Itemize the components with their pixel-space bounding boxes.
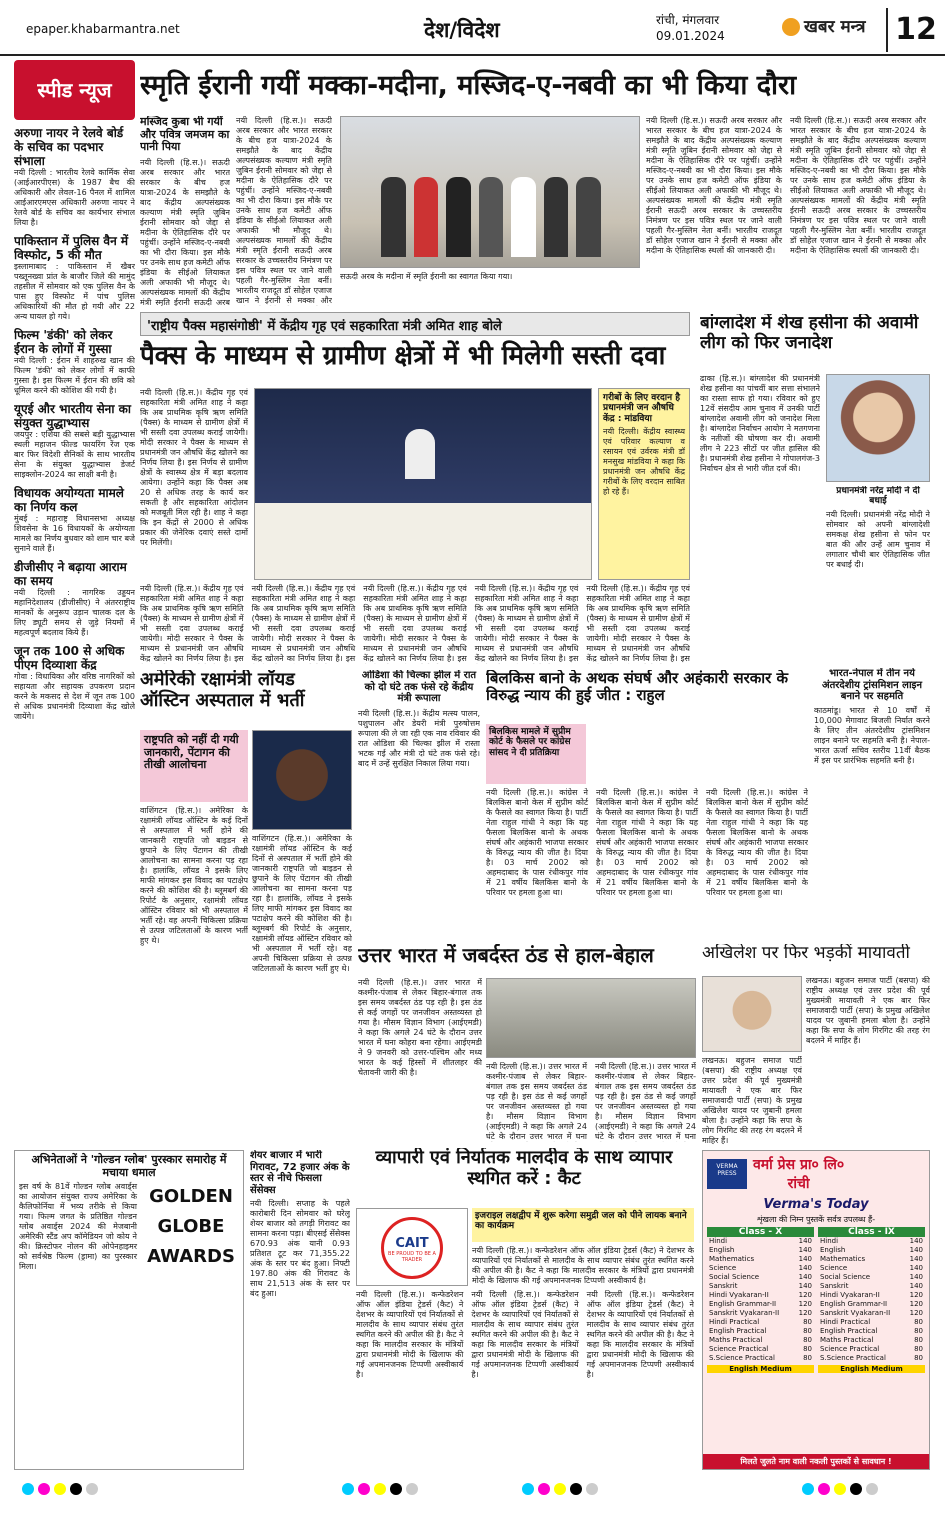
ad-title: वर्मा प्रेस प्रा० लि० [753,1157,845,1173]
logo-word: GOLDEN [149,1186,233,1208]
article-body: नयी दिल्ली (हि.स.)। सऊदी अरब सरकार और भारत सरकार के बीच हज यात्रा-2024 के समझौते के बाद केंद्रीय अल्पसंख्यक कल्याण मंत्री स्मृति जुबिन ईरानी सोमवार को जेद्दा से मदीना के ऐतिहासिक दौरे पर पहुंचीं। उन्होंने मस्जिद-ए-नबवी का भी दौरा किया। इस मौके पर उनके साथ हज कमेटी ऑफ इंडिया के सीईओ लियाकत अली अफाकी भी मौजूद थे। अल्पसंख्यक मामलों की केंद्रीय मंत्री स्मृति ईरानी सऊदी अरब सरकार के उच्चस्तरीय निमंत्रण पर इस पवित्र स्थल पर जाने वाली पहली गैर-मुस्लिम नेता बनीं। भारतीय राजदूत डॉ सोहेल एजाज खान ने ईरानी से मक्का और मदीना के ऐतिहासिक स्थलों की जानकारी दी। [790,116,926,255]
book-price: 140 [798,1273,812,1281]
article-body: नयी दिल्ली (हि.स.)। केंद्रीय गृह एवं सहकारिता मंत्री अमित शाह ने कहा कि अब प्राथमिक कृषि ऋण समिति (पैक्स) के माध्यम से ग्रामीण क्षेत्रों में भी सस्ती दवा उपलब्ध कराई जायेगी। मोदी सरकार ने पैक्स के माध्यम से प्रधानमंत्री जन औषधि केंद्र खोलने का निर्णय लिया है। इस [251,584,356,663]
article-body: लखनऊ। बहुजन समाज पार्टी (बसपा) की राष्ट्रीय अध्यक्ष एवं उत्तर प्रदेश की पूर्व मुख्यमंत्री मायावती ने एक बार फिर समाजवादी पार्टी (सपा) के प्रमुख अखिलेश यादव पर जुबानी हमला बोला है। उन्होंने कहा कि सपा के लोग गिरगिट की तरह रंग बदलने में माहिर हैं। [702,1056,802,1145]
book-title: Hindi [709,1237,728,1245]
book-price: 80 [914,1336,923,1344]
box-body: नयी दिल्ली। प्रधानमंत्री नरेंद्र मोदी ने सोमवार को अपनी बांग्लादेशी समकक्ष शेख हसीना से फोन पर बात की और उन्हें आम चुनाव में लगातार चौथी बार ऐतिहासिक जीत पर बधाई दी। [826,509,930,569]
subhead: मस्जिद कुबा भी गयीं और पवित्र जमजम का पानी पिया [140,116,230,154]
headline[interactable]: स्मृति ईरानी गयीं मक्का-मदीना, मस्जिद-ए-नबवी का भी किया दौरा [140,70,797,101]
story-cait-body [356,1290,694,1470]
article-body: नयी दिल्ली (हि.स.)। उत्तर भारत में कश्मीर-पंजाब से लेकर बिहार-बंगाल तक इस समय जबर्दस्त ठंड पड़ रही है। इस ठंड से कई जगहों पर जनजीवन अस्तव्यस्त हो गया है। मौसम विज्ञान विभाग (आईएमडी) ने कहा कि अगले 24 घंटे के दौरान उत्तर भारत में घना [595,1062,696,1141]
book-price: 80 [914,1318,923,1326]
book-row [818,1291,925,1300]
book-row [818,1255,925,1264]
page-number: 12 [886,8,944,52]
story-cait-headline-box [354,1148,694,1204]
article-body: नयी दिल्ली (हि.स.)। कांग्रेस ने बिलकिस बानो केस में सुप्रीम कोर्ट के फैसले का स्वागत किया है। पार्टी नेता राहुल गांधी ने कहा कि यह फैसला बिलकिस बानो के अथक संघर्ष और अहंकारी भाजपा सरकार के विरुद्ध न्याय की जीत है। दिया है। 03 मार्च 2002 को अहमदाबाद के पास रंधीकपुर गांव में 21 वर्षीय बिलकिस बानो के परिवार पर हमला हुआ था। [596,788,698,897]
headline[interactable]: अखिलेश पर फिर भड़कीं मायावती [702,944,910,963]
item-body: इस्लामाबाद : पाकिस्तान में खैबर पख्तूनख्वा प्रांत के बाजौर जिले की मामुंद तहसील में सोमवार को एक पुलिस वैन के पास हुए विस्फोट में पांच पुलिस अधिकारियों की मौत हो गयी और 22 अन्य घायल हो गये। [14,262,135,321]
book-price: 120 [798,1291,812,1299]
book-price: 140 [909,1255,923,1263]
article-body: नयी दिल्ली (हि.स.)। उत्तर भारत में कश्मीर-पंजाब से लेकर बिहार-बंगाल तक इस समय जबर्दस्त ठंड पड़ रही है। इस ठंड से कई जगहों पर जनजीवन अस्तव्यस्त हो गया है। मौसम विज्ञान विभाग (आईएमडी) ने कहा कि अगले 24 घंटे के दौरान उत्तर भारत में घना [486,1062,587,1141]
story-israel-body [472,1246,694,1288]
registration-dots [20,1480,140,1494]
speed-news-item[interactable] [14,486,135,554]
story-rupala [358,670,480,990]
ad-col1-title: Class - X [707,1227,814,1237]
article-body: नयी दिल्ली (हि.स.)। कन्फेडरेशन ऑफ ऑल इंडिया ट्रेडर्स (कैट) ने देशभर के व्यापारियों एवं निर्यातकों से मालदीव के साथ व्यापार संबंध तुरंत स्थगित करने की अपील की है। कैट ने कहा कि मालदीव सरकार के मंत्रियों द्वारा प्रधानमंत्री मोदी के खिलाफ की गई अपमानजनक टिप्पणी अस्वीकार्य है। [356,1290,464,1379]
ad-col2-table [818,1237,925,1363]
ad-logo: VERMA PRESS [707,1159,747,1189]
book-row [707,1354,814,1363]
book-price: 140 [909,1273,923,1281]
speed-news-title: स्पीड न्यूज [14,60,135,120]
article-body: नयी दिल्ली (हि.स.)। कन्फेडरेशन ऑफ ऑल इंडिया ट्रेडर्स (कैट) ने देशभर के व्यापारियों एवं निर्यातकों से मालदीव के साथ व्यापार संबंध तुरंत स्थगित करने की अपील की है। कैट ने कहा कि मालदीव सरकार के मंत्रियों द्वारा प्रधानमंत्री मोदी के खिलाफ की गई अपमानजनक टिप्पणी अस्वीकार्य है। [471,1290,579,1379]
box-body: नयी दिल्ली। केंद्रीय स्वास्थ्य एवं परिवार कल्याण व रसायन एवं उर्वरक मंत्री डॉ मनसुख मांडविया ने कहा कि प्रधानमंत्री जन औषधि केंद्र गरीबों के लिए वरदान साबित हो रहे हैं। [603,427,685,497]
book-price: 140 [798,1237,812,1245]
book-row [707,1327,814,1336]
book-title: Science [820,1264,848,1272]
article-body: नयी दिल्ली (हि.स.)। कांग्रेस ने बिलकिस बानो केस में सुप्रीम कोर्ट के फैसले का स्वागत किया है। पार्टी नेता राहुल गांधी ने कहा कि यह फैसला बिलकिस बानो के अथक संघर्ष और अहंकारी भाजपा सरकार के विरुद्ध न्याय की जीत है। दिया है। 03 मार्च 2002 को अहमदाबाद के पास रंधीकपुर गांव में 21 वर्षीय बिलकिस बानो के परिवार पर हमला हुआ था। [486,788,588,897]
book-price: 80 [803,1345,812,1353]
kicker: 'राष्ट्रीय पैक्स महासंगोष्ठी' में केंद्रीय गृह एवं सहकारिता मंत्री अमित शाह बोले [147,319,502,334]
article-body: लखनऊ। बहुजन समाज पार्टी (बसपा) की राष्ट्रीय अध्यक्ष एवं उत्तर प्रदेश की पूर्व मुख्यमंत्री मायावती ने एक बार फिर समाजवादी पार्टी (सपा) के प्रमुख अखिलेश यादव पर जुबानी हमला बोला है। उन्होंने कहा कि सपा के लोग गिरगिट की तरह रंग बदलने में माहिर हैं। [806,976,930,1045]
item-body: जयपुर : एशिया की सबसे बड़ी युद्धाभ्यास स्थली महाजन फील्ड फायरिंग रेंज एक बार फिर विदेशी सैनिकों के साथ भारतीय सेना के संयुक्त युद्धाभ्यास डेजर्ट साइक्लोन-2024 का साक्षी बनी है। [14,430,135,479]
book-price: 140 [798,1246,812,1254]
article-body: नयी दिल्ली। सप्ताह के पहले कारोबारी दिन सोमवार को घरेलू शेयर बाजार को तगड़ी गिरावट का सामना करना पड़ा। बीएसई सेंसेक्स 670.93 अंक यानी 0.93 प्रतिशत टूट कर 71,355.22 अंक के स्तर पर बंद हुआ। निफ्टी 197.80 अंक की गिरावट के साथ 21,513 अंक के स्तर पर बंद हुआ। [250,1199,350,1298]
photo-speaker [405,429,435,479]
story-hasina-body [700,374,820,664]
story-smriti-headline-box [140,64,930,110]
photo-smriti-irani [340,116,640,268]
book-price: 140 [909,1264,923,1272]
box-title: गरीबों के लिए वरदान है प्रधानमंत्री जन औषधि केंद्र : मांडविया [603,393,680,424]
story-hasina-headline-box [700,314,930,370]
item-body: नयी दिल्ली : ईरान में शाहरुख खान की फिल्म 'डंकी' को लेकर लोगों में काफी गुस्सा है। इस फिल्म में ईरान की छवि को धूमिल करने की कोशिश की गयी है। [14,356,135,395]
book-title: Sanskrit Vyakaran-II [820,1309,891,1317]
story-pacs-box [598,388,690,580]
headline[interactable]: व्यापारी एवं निर्यातक मालदीव के साथ व्यापार स्थगित करें : कैट [375,1148,673,1189]
book-price: 80 [803,1354,812,1362]
book-price: 140 [798,1282,812,1290]
story-austin-headline-box [140,670,350,726]
story-israel-box [472,1208,694,1242]
book-title: English Grammar-II [709,1300,777,1308]
article-body: नयी दिल्ली (हि.स.)। सऊदी अरब सरकार और भारत सरकार के बीच हज यात्रा-2024 के समझौते के बाद केंद्रीय अल्पसंख्यक कल्याण मंत्री स्मृति जुबिन ईरानी सोमवार को जेद्दा से मदीना के ऐतिहासिक दौरे पर पहुंचीं। उन्होंने मस्जिद-ए-नबवी का भी दौरा किया। इस मौके पर उनके साथ हज कमेटी ऑफ इंडिया के सीईओ लियाकत अली अफाकी भी मौजूद थे। अल्पसंख्यक मामलों की केंद्रीय मंत्री स्मृति ईरानी सऊदी अरब [140,157,230,306]
book-title: English Practical [820,1327,878,1335]
ad-col2-title: Class - IX [818,1227,925,1237]
book-title: Hindi Vyakaran-II [820,1291,880,1299]
book-row [818,1345,925,1354]
book-row [707,1300,814,1309]
photo-caption: सऊदी अरब के मदीना में स्मृति ईरानी का स्वागत किया गया। [340,272,513,281]
speed-news-item[interactable] [14,560,135,638]
story-bilkis-body [486,788,808,938]
registration-dots [340,1480,460,1494]
book-row [818,1273,925,1282]
item-head: विधायक अयोग्यता मामले का निर्णय कल [14,486,124,514]
headline[interactable]: अमेरिकी रक्षामंत्री लॉयड ऑस्टिन अस्पताल में भर्ती [140,670,305,711]
book-row [818,1300,925,1309]
book-row [707,1318,814,1327]
story-cold-headline-box [358,944,698,974]
book-price: 80 [803,1318,812,1326]
box-title: बिलकिस मामले में सुप्रीम कोर्ट के फैसले पर कांग्रेस सांसद ने दी प्रतिक्रिया [489,727,571,758]
subhead: राष्ट्रपति को नहीं दी गयी जानकारी, पेंटागन की तीखी आलोचना [144,733,239,772]
book-title: Science Practical [820,1345,880,1353]
article-body: ढाका (हि.स.)। बांग्लादेश की प्रधानमंत्री शेख हसीना का पांचवीं बार सत्ता संभालने का रास्ता साफ हो गया। रविवार को हुए 12वें संसदीय आम चुनाव में उनकी पार्टी बांग्लादेश अवामी लीग को जनादेश मिला है। बांग्लादेश निर्वाचन आयोग ने मतगणना के नतीजों की घोषणा कर दी। अवामी लीग ने 223 सीटों पर जीत हासिल की है। प्रधानमंत्री शेख हसीना ने गोपालगंज-3 निर्वाचन क्षेत्र से भारी जीत दर्ज की। [700,374,820,473]
headline[interactable]: उत्तर भारत में जबर्दस्त ठंड से हाल-बेहाल [358,944,654,967]
story-austin-col1 [140,806,248,1036]
story-pacs-kicker [140,312,690,336]
book-row [707,1264,814,1273]
item-body: नयी दिल्ली : भारतीय रेलवे कार्मिक सेवा (आईआरपीएस) के 1987 बैच की अधिकारी और लेवल-16 पैनल में शामिल आईआरएमएस अधिकारी अरुणा नायर ने रेलवे बोर्ड के सचिव का कार्यभार संभाल लिया है। [14,168,135,227]
story-pacs-headline-box [140,338,690,382]
book-price: 120 [909,1309,923,1317]
item-body: मुंबई : महाराष्ट्र विधानसभा अध्यक्ष शिवसेना के 16 विधायकों के अयोग्यता मामले का निर्णय बुधवार को शाम चार बजे सुनाने वाले हैं। [14,514,135,553]
speed-news-item[interactable] [14,234,135,322]
epaper-url[interactable]: epaper.khabarmantra.net [26,22,180,36]
book-row [818,1309,925,1318]
story-golden-globe [14,1150,244,1470]
ad-city: रांची [787,1176,810,1192]
page-header [0,0,945,56]
book-price: 140 [909,1237,923,1245]
story-cold-col1 [358,978,482,1138]
book-row [707,1336,814,1345]
photo-amit-shah [254,388,592,580]
book-price: 80 [914,1327,923,1335]
story-pacs-cont [140,584,690,664]
book-row [707,1282,814,1291]
book-title: Mathematics [820,1255,866,1263]
book-price: 140 [909,1246,923,1254]
book-title: Science [709,1264,737,1272]
headline[interactable]: पैक्स के माध्यम से ग्रामीण क्षेत्रों में भी मिलेगी सस्ती दवा [140,341,666,371]
photo-mayawati [702,976,802,1052]
headline[interactable]: शेयर बाजार में भारी गिरावट, 72 हजार अंक के स्तर से नीचे फिसला सेंसेक्स [250,1150,350,1196]
cait-text: CAIT [395,1236,429,1251]
article-body: नयी दिल्ली (हि.स.)। कांग्रेस ने बिलकिस बानो केस में सुप्रीम कोर्ट के फैसले का स्वागत किया है। पार्टी नेता राहुल गांधी ने कहा कि यह फैसला बिलकिस बानो के अथक संघर्ष और अहंकारी भाजपा सरकार के विरुद्ध न्याय की जीत है। दिया है। 03 मार्च 2002 को अहमदाबाद के पास रंधीकपुर गांव में 21 वर्षीय बिलकिस बानो के परिवार पर हमला हुआ था। [706,788,808,897]
ad-tagline: शृंखला की निम्न पुस्तकें सर्वत्र उपलब्ध हैं- [756,1215,876,1224]
speed-news-list [14,126,135,722]
story-smriti-left [140,116,230,306]
article-body: वाशिंगटन (हि.स.)। अमेरिका के रक्षामंत्री लॉयड ऑस्टिन के कई दिनों से अस्पताल में भर्ती होने की जानकारी राष्ट्रपति जो बाइडन से छुपाने के लिए पेंटागन की तीखी आलोचना का सामना करना पड़ रहा है। हालांकि, लॉयड ने इसके लिए माफी मांगकर इस विवाद का पटाक्षेप करने की कोशिश की है। ब्लूमबर्ग की रिपोर्ट के अनुसार, रक्षामंत्री लॉयड ऑस्टिन रविवार को भी अस्पताल में भर्ती रहे। वह अपनी चिकित्सा प्रक्रिया से उत्पन्न जटिलताओं के कारण भर्ती हुए थे। [140,806,248,945]
article-body: इस वर्ष के 81वें गोल्डन ग्लोब अवार्ड्स का आयोजन संयुक्त राज्य अमेरिका के कैलिफोर्निया में भव्य तरीके से किया गया। फिल्म जगत के प्रतिष्ठित गोल्डन ग्लोब अवार्ड्स 2024 की मेजबानी अमेरिकी स्टैंड अप कॉमेडियन जो कोय ने की। क्रिस्टोफर नोलन की ओपेनहाइमर को सर्वश्रेष्ठ फिल्म (ड्रामा) का पुरस्कार मिला। [19,1182,137,1272]
photo-cold-wave [486,978,696,1058]
article-body: नयी दिल्ली (हि.स.)। केंद्रीय गृह एवं सहकारिता मंत्री अमित शाह ने कहा कि अब प्राथमिक कृषि ऋण समिति (पैक्स) के माध्यम से ग्रामीण क्षेत्रों में भी सस्ती दवा उपलब्ध कराई जायेगी। मोदी सरकार ने पैक्स के माध्यम से प्रधानमंत्री जन औषधि केंद्र खोलने का निर्णय लिया है। इस [474,584,579,663]
ad-medium-label: English Medium [707,1365,814,1373]
registration-dots [800,1480,920,1494]
book-price: 80 [914,1345,923,1353]
headline[interactable]: भारत-नेपाल में तीन नये अंतरदेशीय ट्रांसमिशन लाइन बनाने पर सहमति [821,668,923,702]
article-body: नयी दिल्ली (हि.स.)। उत्तर भारत में कश्मीर-पंजाब से लेकर बिहार-बंगाल तक इस समय जबर्दस्त ठंड पड़ रही है। इस ठंड से कई जगहों पर जनजीवन अस्तव्यस्त हो गया है। मौसम विज्ञान विभाग (आईएमडी) ने कहा कि अगले 24 घंटे के दौरान उत्तर भारत में घना कोहरा बना रहेगा। आईएमडी ने 9 जनवरी को उत्तर-पश्चिम और मध्य भारत के कई हिस्सों में शीतलहर की चेतावनी जारी की है। [358,978,482,1077]
book-row [818,1237,925,1246]
story-smriti-col2 [236,116,332,306]
book-title: Hindi Vyakaran-II [709,1291,769,1299]
book-row [818,1354,925,1363]
box-title: प्रधानमंत्री नरेंद्र मोदी ने दी बधाई [836,486,920,507]
article-body: नयी दिल्ली (हि.स.)। केंद्रीय गृह एवं सहकारिता मंत्री अमित शाह ने कहा कि अब प्राथमिक कृषि ऋण समिति (पैक्स) के माध्यम से ग्रामीण क्षेत्रों में भी सस्ती दवा उपलब्ध कराई जायेगी। मोदी सरकार ने पैक्स के माध्यम से प्रधानमंत्री जन औषधि केंद्र खोलने का निर्णय लिया है। इस [363,584,467,663]
item-head: डीजीसीए ने बढ़ाया आराम का समय [14,560,127,588]
ad-footer: मिलते जुलते नाम वाली नकली पुस्तकों से सावधान ! [703,1454,929,1469]
book-title: Social Science [709,1273,760,1281]
book-row [707,1246,814,1255]
photo-people [381,177,601,257]
article-body: नयी दिल्ली (हि.स.)। सऊदी अरब सरकार और भारत सरकार के बीच हज यात्रा-2024 के समझौते के बाद केंद्रीय अल्पसंख्यक कल्याण मंत्री स्मृति जुबिन ईरानी सोमवार को जेद्दा से मदीना के ऐतिहासिक दौरे पर पहुंचीं। उन्होंने मस्जिद-ए-नबवी का भी दौरा किया। इस मौके पर उनके साथ हज कमेटी ऑफ इंडिया के सीईओ लियाकत अली अफाकी भी मौजूद थे। अल्पसंख्यक मामलों की केंद्रीय मंत्री स्मृति ईरानी सऊदी अरब सरकार के उच्चस्तरीय निमंत्रण पर इस पवित्र स्थल पर जाने वाली पहली गैर-मुस्लिम नेता बनीं। भारतीय राजदूत डॉ सोहेल एजाज खान ने ईरानी से मक्का और [236,116,332,305]
article-body: नयी दिल्ली (हि.स.)। केंद्रीय गृह एवं सहकारिता मंत्री अमित शाह ने कहा कि अब प्राथमिक कृषि ऋण समिति (पैक्स) के माध्यम से ग्रामीण क्षेत्रों में भी सस्ती दवा उपलब्ध कराई जायेगी। मोदी सरकार ने पैक्स के माध्यम से प्रधानमंत्री जन औषधि केंद्र खोलने का निर्णय लिया है। इस [586,584,690,663]
book-row [707,1237,814,1246]
book-row [818,1336,925,1345]
book-title: Maths Practical [709,1336,763,1344]
ad-verma-press[interactable] [702,1150,930,1470]
book-title: English [820,1246,846,1254]
book-title: Hindi [820,1237,839,1245]
book-title: Hindi Practical [820,1318,871,1326]
book-title: English [709,1246,735,1254]
book-row [707,1309,814,1318]
story-sensex [250,1150,350,1470]
book-price: 80 [914,1354,923,1362]
book-row [707,1255,814,1264]
box-title: इजराइल लक्षद्वीप में शुरू करेगा समुद्री जल को पीने लायक बनाने का कार्यक्रम [475,1211,687,1232]
book-row [707,1273,814,1282]
golden-globe-logo [143,1182,239,1292]
book-title: Hindi Practical [709,1318,760,1326]
item-body: नयी दिल्ली : नागरिक उड्डयन महानिदेशालय (डीजीसीए) ने अंतरराष्ट्रीय मानकों के अनुरूप उड़ान चालक दल के लिए ड्यूटी समय से जुड़े नियमों में महत्वपूर्ण बदलाव किये हैं। [14,588,135,637]
logo-word: GLOBE [157,1216,225,1238]
book-price: 80 [803,1336,812,1344]
item-head: अरुणा नायर ने रेलवे बोर्ड के सचिव का पदभार संभाला [14,126,124,168]
story-bilkis-headline-box [486,670,808,720]
book-row [818,1282,925,1291]
headline[interactable]: बांग्लादेश में शेख हसीना की अवामी लीग को फिर जनादेश [700,314,919,353]
modi-congrats-box [826,486,930,666]
book-price: 140 [798,1255,812,1263]
registration-dots [520,1480,640,1494]
cait-tagline: BE PROUD TO BE A TRADER [388,1251,436,1263]
item-head: यूएई और भारतीय सेना का संयुक्त युद्धाभ्यास [14,402,131,430]
story-austin-subhead-box [140,730,248,802]
book-title: Sanskrit [820,1282,849,1290]
book-row [818,1264,925,1273]
item-head: फिल्म 'डंकी' को लेकर ईरान के लोगों में गुस्सा [14,328,113,356]
item-head: जून तक 100 से अधिक पीएम दिव्याशा केंद्र [14,644,125,672]
book-title: Maths Practical [820,1336,874,1344]
date-text: 09.01.2024 [656,29,725,43]
book-title: Social Science [820,1273,871,1281]
book-row [818,1246,925,1255]
brand-logo [782,14,866,37]
place-day: रांची, मंगलवार [656,13,720,27]
book-title: Sanskrit Vyakaran-II [709,1309,780,1317]
book-price: 120 [909,1291,923,1299]
speed-news-item[interactable] [14,402,135,480]
speed-news-item[interactable] [14,644,135,722]
brand-icon [782,18,800,36]
article-body: नयी दिल्ली (हि.स.)। कन्फेडरेशन ऑफ ऑल इंडिया ट्रेडर्स (कैट) ने देशभर के व्यापारियों एवं निर्यातकों से मालदीव के साथ व्यापार संबंध तुरंत स्थगित करने की अपील की है। कैट ने कहा कि मालदीव सरकार के मंत्रियों द्वारा प्रधानमंत्री मोदी के खिलाफ की गई अपमानजनक टिप्पणी अस्वीकार्य है। [472,1246,694,1285]
headline[interactable]: ओडिशा की चिल्का झील में रात को दो घंटे तक फंसे रहे केंद्रीय मंत्री रूपाला [361,670,477,704]
story-bilkis-box [486,724,586,784]
article-body: नयी दिल्ली (हि.स.)। केंद्रीय गृह एवं सहकारिता मंत्री अमित शाह ने कहा कि अब प्राथमिक कृषि ऋण समिति (पैक्स) के माध्यम से ग्रामीण क्षेत्रों में भी सस्ती दवा उपलब्ध कराई जायेगी। मोदी सरकार ने पैक्स के माध्यम से प्रधानमंत्री जन औषधि केंद्र खोलने का निर्णय लिया है। इस निर्णय से ग्रामीण क्षेत्रों के स्वास्थ्य क्षेत्र में बड़ा बदलाव आयेगा। उन्होंने कहा कि पैक्स अब 20 से अधिक तरह के कार्य कर सकती है और सहकारिता आंदोलन को मजबूती मिल रही है। शाह ने कहा कि इन केंद्रों से 2000 से अधिक प्रकार की जेनेरिक दवाएं सस्ते दामों पर मिलेंगी। [140,388,248,547]
book-price: 120 [798,1309,812,1317]
story-mayawati-col2 [806,976,930,1146]
book-price: 120 [909,1300,923,1308]
story-cold-col2 [486,1062,696,1142]
article-body: काठमांडू। भारत से 10 वर्षों में 10,000 मेगावाट बिजली निर्यात करने के लिए तीन अंतरदेशीय ट्रांसमिशन लाइन बनाने पर सहमति बनी है। नेपाल-भारत ऊर्जा सचिव स्तरीय 11वीं बैठक में इस पर प्रारंभिक सहमति बनी है। [814,705,930,765]
book-price: 120 [798,1300,812,1308]
article-body: नयी दिल्ली (हि.स.)। कन्फेडरेशन ऑफ ऑल इंडिया ट्रेडर्स (कैट) ने देशभर के व्यापारियों एवं निर्यातकों से मालदीव के साथ व्यापार संबंध तुरंत स्थगित करने की अपील की है। कैट ने कहा कि मालदीव सरकार के मंत्रियों द्वारा प्रधानमंत्री मोदी के खिलाफ की गई अपमानजनक टिप्पणी अस्वीकार्य है। [586,1290,694,1379]
story-austin-col2 [252,834,352,1036]
book-price: 140 [798,1264,812,1272]
speed-news-item[interactable] [14,126,135,228]
item-head: पाकिस्तान में पुलिस वैन में विस्फोट, 5 की मौत [14,234,129,262]
book-title: English Practical [709,1327,767,1335]
headline[interactable]: अभिनेताओं ने 'गोल्डन ग्लोब' पुरस्कार समारोह में मचाया धमाल [31,1153,227,1179]
ad-medium-label: English Medium [818,1365,925,1373]
book-title: Sanskrit [709,1282,738,1290]
book-title: Science Practical [709,1345,769,1353]
section-title: देश/विदेश [424,18,500,42]
headline[interactable]: बिलकिस बानो के अथक संघर्ष और अहंकारी सरकार के विरुद्ध न्याय की हुई जीत : राहुल [486,670,789,705]
issue-date [656,12,725,44]
book-title: S.Science Practical [820,1354,886,1362]
story-mayawati-headline-box [702,944,930,972]
book-price: 80 [803,1327,812,1335]
ad-col1-table [707,1237,814,1363]
article-body: नयी दिल्ली (हि.स.)। केंद्रीय मत्स्य पालन, पशुपालन और डेयरी मंत्री पुरुषोत्तम रूपाला की ले जा रही एक नाव रविवार की रात ओडिशा की चिल्का झील में रास्ता भटक गई और मंत्री दो घंटे तक फंसे रहे। बाद में उन्हें सुरक्षित निकाल लिया गया। [358,708,480,768]
book-row [707,1345,814,1354]
article-body: नयी दिल्ली (हि.स.)। सऊदी अरब सरकार और भारत सरकार के बीच हज यात्रा-2024 के समझौते के बाद केंद्रीय अल्पसंख्यक कल्याण मंत्री स्मृति जुबिन ईरानी सोमवार को जेद्दा से मदीना के ऐतिहासिक दौरे पर पहुंचीं। उन्होंने मस्जिद-ए-नबवी का भी दौरा किया। इस मौके पर उनके साथ हज कमेटी ऑफ इंडिया के सीईओ लियाकत अली अफाकी भी मौजूद थे। अल्पसंख्यक मामलों की केंद्रीय मंत्री स्मृति ईरानी सऊदी अरब सरकार के उच्चस्तरीय निमंत्रण पर इस पवित्र स्थल पर जाने वाली पहली गैर-मुस्लिम नेता बनीं। भारतीय राजदूत डॉ सोहेल एजाज खान ने ईरानी से मक्का और मदीना के ऐतिहासिक स्थलों की जानकारी दी। [646,116,782,255]
logo-word: AWARDS [147,1246,235,1268]
book-price: 140 [909,1282,923,1290]
book-title: S.Science Practical [709,1354,775,1362]
cait-logo [356,1208,468,1286]
article-body: वाशिंगटन (हि.स.)। अमेरिका के रक्षामंत्री लॉयड ऑस्टिन के कई दिनों से अस्पताल में भर्ती होने की जानकारी राष्ट्रपति जो बाइडन से छुपाने के लिए पेंटागन की तीखी आलोचना का सामना करना पड़ रहा है। हालांकि, लॉयड ने इसके लिए माफी मांगकर इस विवाद का पटाक्षेप करने की कोशिश की है। ब्लूमबर्ग की रिपोर्ट के अनुसार, रक्षामंत्री लॉयड ऑस्टिन रविवार को भी अस्पताल में भर्ती रहे। वह अपनी चिकित्सा प्रक्रिया से उत्पन्न जटिलताओं के कारण भर्ती हुए थे। [252,834,352,973]
speed-news-item[interactable] [14,328,135,396]
book-title: Mathematics [709,1255,755,1263]
book-row [707,1291,814,1300]
story-smriti-right [646,116,926,306]
book-title: English Grammar-II [820,1300,888,1308]
ad-brand: Verma's Today [763,1197,869,1212]
brand-name: खबर मन्त्र [804,17,866,37]
story-mayawati-col1 [702,1056,802,1146]
book-row [818,1318,925,1327]
story-pacs-col1 [140,388,248,580]
item-body: गोवा : विधायिका और वरिष्ठ नागरिकों को सहायता और सहायक उपकरण प्रदान करने के मकसद से देश में जून तक 100 से अधिक प्रधानमंत्री दिव्याशा केंद्र खोले जायेंगे। [14,672,135,721]
story-nepal [814,668,930,878]
photo-lloyd-austin [252,730,352,830]
article-body: नयी दिल्ली (हि.स.)। केंद्रीय गृह एवं सहकारिता मंत्री अमित शाह ने कहा कि अब प्राथमिक कृषि ऋण समिति (पैक्स) के माध्यम से ग्रामीण क्षेत्रों में भी सस्ती दवा उपलब्ध कराई जायेगी। मोदी सरकार ने पैक्स के माध्यम से प्रधानमंत्री जन औषधि केंद्र खोलने का निर्णय लिया है। इस [140,584,244,663]
book-row [818,1327,925,1336]
photo-sheikh-hasina [826,374,930,482]
